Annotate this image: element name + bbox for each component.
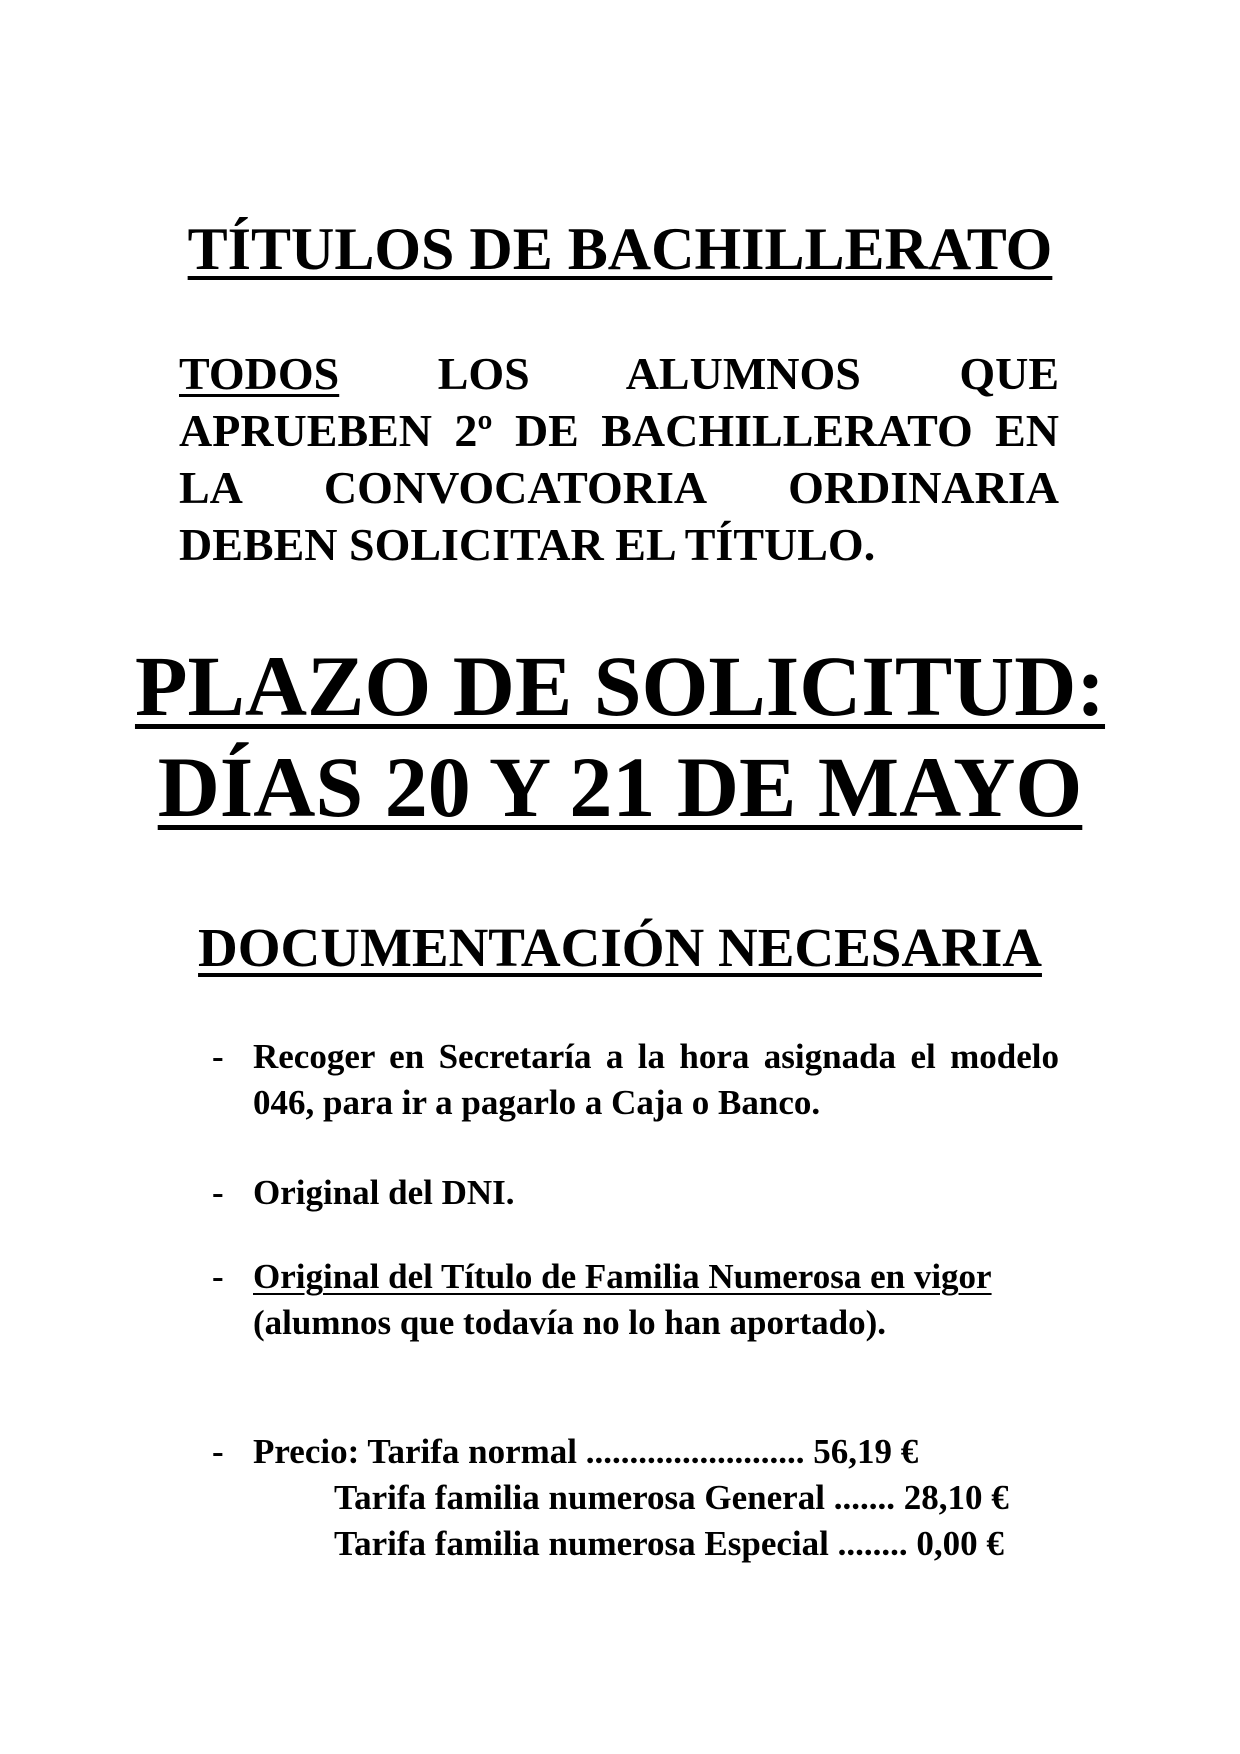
bullet-dash: - <box>212 1037 224 1076</box>
intro-paragraph <box>179 345 1059 573</box>
list-item-text: Recoger en Secretaría a la hora asignada el modelo 046, para ir a pagarlo a Caja o Banco. <box>253 1037 1059 1122</box>
list-item-note: (alumnos que todavía no lo han aportado). <box>253 1303 887 1342</box>
price-row: Tarifa familia numerosa Especial ........ 0,00 € <box>334 1524 1004 1563</box>
list-item-text: Original del DNI. <box>253 1173 515 1212</box>
list-item-emphasis: Original del Título de Familia Numerosa en vigor <box>253 1257 992 1296</box>
bullet-dash: - <box>212 1173 224 1212</box>
list-item <box>212 1170 1059 1216</box>
bullet-dash: - <box>212 1257 224 1296</box>
deadline-dates: DÍAS 20 Y 21 DE MAYO <box>157 739 1083 835</box>
page-title: TÍTULOS DE BACHILLERATO <box>187 216 1053 282</box>
bullet-dash: - <box>212 1432 224 1471</box>
documentation-heading: DOCUMENTACIÓN NECESARIA <box>198 917 1042 978</box>
list-item <box>212 1254 1059 1346</box>
price-row: Tarifa familia numerosa General ....... 28,10 € <box>334 1478 1009 1517</box>
price-row: Precio: Tarifa normal ......................... 56,19 € <box>253 1432 919 1471</box>
list-item-text <box>253 1254 1059 1346</box>
list-item <box>212 1034 1059 1126</box>
intro-emphasis: TODOS <box>179 348 340 399</box>
intro-text: LOS ALUMNOS QUE APRUEBEN 2º DE BACHILLERATO EN LA CONVOCATORIA ORDINARIA DEBEN SOLICITAR EL TÍTULO. <box>179 348 1060 570</box>
deadline-heading: PLAZO DE SOLICITUD: <box>134 638 1106 734</box>
